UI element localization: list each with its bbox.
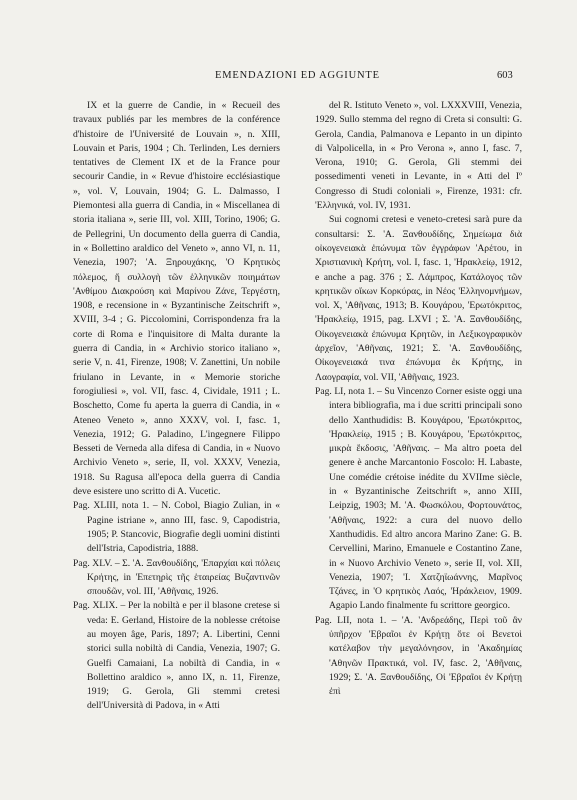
left-paragraph-1: IX et la guerre de Candie, in « Recueil des travaux publiés par les membres de la conférence d'histoire de l'Université de Louvain », n. XIII, Louvain et Paris, 1904 ; Ch. Terlinden, Les derniers tentatives de Clement IX et de la France pour secourir Candie, in « Revue d'histoire ecclésiastique », vol. V, Louvain, 1904; G. L. Dalmasso, I Piemontesi alla guerra di Candia, in « Miscellanea di storia italiana », serie III, vol. XIII, Torino, 1906; G. de Pellegrini, Un documento della guerra di Candia, in « Bollettino araldico del Veneto », anno VI, n. 11, Venezia, 1907; 'Α. Ξηρουχάκης, 'Ο Κρητικὸς πόλεμος, ἤ συλλογὴ τῶν ἑλληνικῶν ποιημάτων 'Ανθίμου Διακρούση καὶ Μαρίνου Ζάνε, Τεργέστη, 1908, e recensione in « Byzantinische Zeitschrift », XVIII, 3-4 ; G. Piccolomini, Corrispondenza fra la corte di Roma e l'inquisitore di Malta durante la guerra di Candia, in « Archivio storico italiano », serie V, n. 41, Firenze, 1908; V. Zanettini, Un nobile friulano in Levante, in « Memorie storiche forogiuliesi », vol. VII, fasc. 4, Cividale, 1911 ; L. Boschetto, Come fu aperta la guerra di Candia, in « Ateneo Veneto », anno XXXV, vol. I, fasc. 1, Venezia, 1912; G. Paladino, L'ingegnere Filippo Besseti de Verneda alla difesa di Candia, in « Nuovo Archivio Veneto », serie, II, vol. XXXV, Venezia, 1918. Su Ragusa all'epoca della guerra di Candia deve esistere uno scritto di A. Vucetic. bbox=[73, 100, 280, 498]
left-paragraph-4: Pag. XLIX. – Per la nobiltà e per il blasone cretese si veda: E. Gerland, Histoire de la noblesse crétoise au moyen âge, Paris, 1897; A. Libertini, Cenni storici sulla nobiltà di Candia, Venezia, 1907; G. Guelfi Camaiani, La nobiltà di Candia, in « Bollettino araldico », anno IX, n. 11, Firenze, 1919; G. Gerola, Gli stemmi cretesi dell'Università di Padova, in « Atti bbox=[73, 600, 280, 712]
page-number: 603 bbox=[497, 70, 513, 81]
right-paragraph-4: Pag. LII, nota 1. – 'Α. 'Ανδρεάδης, Περὶ τοῦ ἂν ὑπῆρχον 'Εβραῖοι ἐν Κρήτῃ ὅτε οἱ Βενετοὶ κατέλαβον τὴν μεγαλόνησον, in 'Ακαδημίας 'Αθηνῶν Πρακτικά, vol. IV, fasc. 2, 'Αθῆναις, 1929; Σ. 'Α. Ξανθουδίδης, Οἱ 'Εβραῖοι ἐν Κρήτῃ ἐπὶ bbox=[315, 614, 522, 698]
right-paragraph-3: Pag. LI, nota 1. – Su Vincenzo Corner esiste oggi una intera bibliografia, ma i due scritti principali sono dello Xanthudidis: Β. Κουγάρου, 'Ερωτόκριτος, 'Ηρακλείῳ, 1915 ; Β. Κουγάρου, 'Ερωτόκριτος, μικρὰ ἔκδοσις, 'Αθῆναις. – Ma altro poeta del genere è anche Marcantonio Foscolo: H. Labaste, Une comédie crétoise inédite du XVIIme siècle, in « Byzantinische Zeitschrift », anno XIII, Leipzig, 1903; Μ. 'Α. Φωσκόλου, Φορτουνάτος, 'Αθῆναις, 1922: a cura del nuovo dello Xanthudidis. Ed altro ancora Marino Zane: G. B. Cervellini, Marino, Emanuele e Costantino Zane, in « Nuovo Archivio Veneto », serie II, vol. XII, Venezia, 1907; 'Ι. Χατζηϊωάννης, Μαρῖνος Τζάνες, in 'Ο κρητικὸς Λαός, 'Ηράκλειον, 1909. Agapio Lando finalmente fu scrittore georgico. bbox=[315, 385, 522, 612]
running-title: EMENDAZIONI ED AGGIUNTE bbox=[215, 70, 380, 81]
right-paragraph-1: del R. Istituto Veneto », vol. LXXXVIII, Venezia, 1929. Sullo stemma del regno di Creta si consulti: G. Gerola, Candia, Palmanova e Lepanto in un dipinto di Valpolicella, in « Pro Verona », anno I, fasc. 7, Verona, 1910; G. Gerola, Gli stemmi dei possedimenti veneti in Levante, in « Atti del Iº Congresso di Studi coloniali », Firenze, 1931: cfr. 'Ελληνικά, vol. IV, 1931. bbox=[315, 100, 522, 212]
left-paragraph-2: Pag. XLIII, nota 1. – N. Cobol, Biagio Zulian, in « Pagine istriane », anno III, fasc. 9, Capodistria, 1905; P. Stancovic, Biografie degli uomini distinti dell'Istria, Capodistria, 1888. bbox=[73, 500, 280, 555]
left-column bbox=[73, 99, 280, 714]
right-paragraph-2: Sui cognomi cretesi e veneto-cretesi sarà pure da consultarsi: Σ. 'Α. Ξανθουδίδης, Σημείωμα διὰ οἰκογενειακὰ ἐπώνυμα τῶν ἐγγράφων 'Αρέτου, in Χριστιανικὴ Κρήτη, vol. I, fasc. 1, 'Ηρακλείῳ, 1912, e anche a pag. 376 ; Σ. Λάμπρος, Κατάλογος τῶν κρητικῶν οἴκων Κορκύρας, in Νέος 'Ελληνομνήμων, vol. X, 'Αθῆναις, 1913; Β. Κουγάρου, 'Ερωτόκριτος, 'Ηρακλείῳ, 1915, pag. LXVI ; Σ. 'Α. Ξανθουδίδης, Οἰκογενειακὰ ἐπώνυμα Κρητῶν, in Λεξικογραφικὸν ἀρχεῖον, 'Αθῆναις, 1921; Σ. 'Α. Ξανθουδίδης, Οἰκογενειακά τινα ἐπώνυμα ἐκ Κρήτης, in Λαογραφία, vol. VII, 'Αθῆναις, 1923. bbox=[315, 214, 522, 383]
right-column bbox=[315, 99, 522, 699]
page-header bbox=[0, 70, 577, 84]
left-paragraph-3: Pag. XLV. – Σ. 'Α. Ξανθουδίδης, 'Επαρχίαι καὶ πόλεις Κρήτης, in 'Επετηρὶς τῆς ἑταιρείας Βυζαντινῶν σπουδῶν, vol. III, 'Αθῆναις, 1926. bbox=[73, 557, 280, 598]
